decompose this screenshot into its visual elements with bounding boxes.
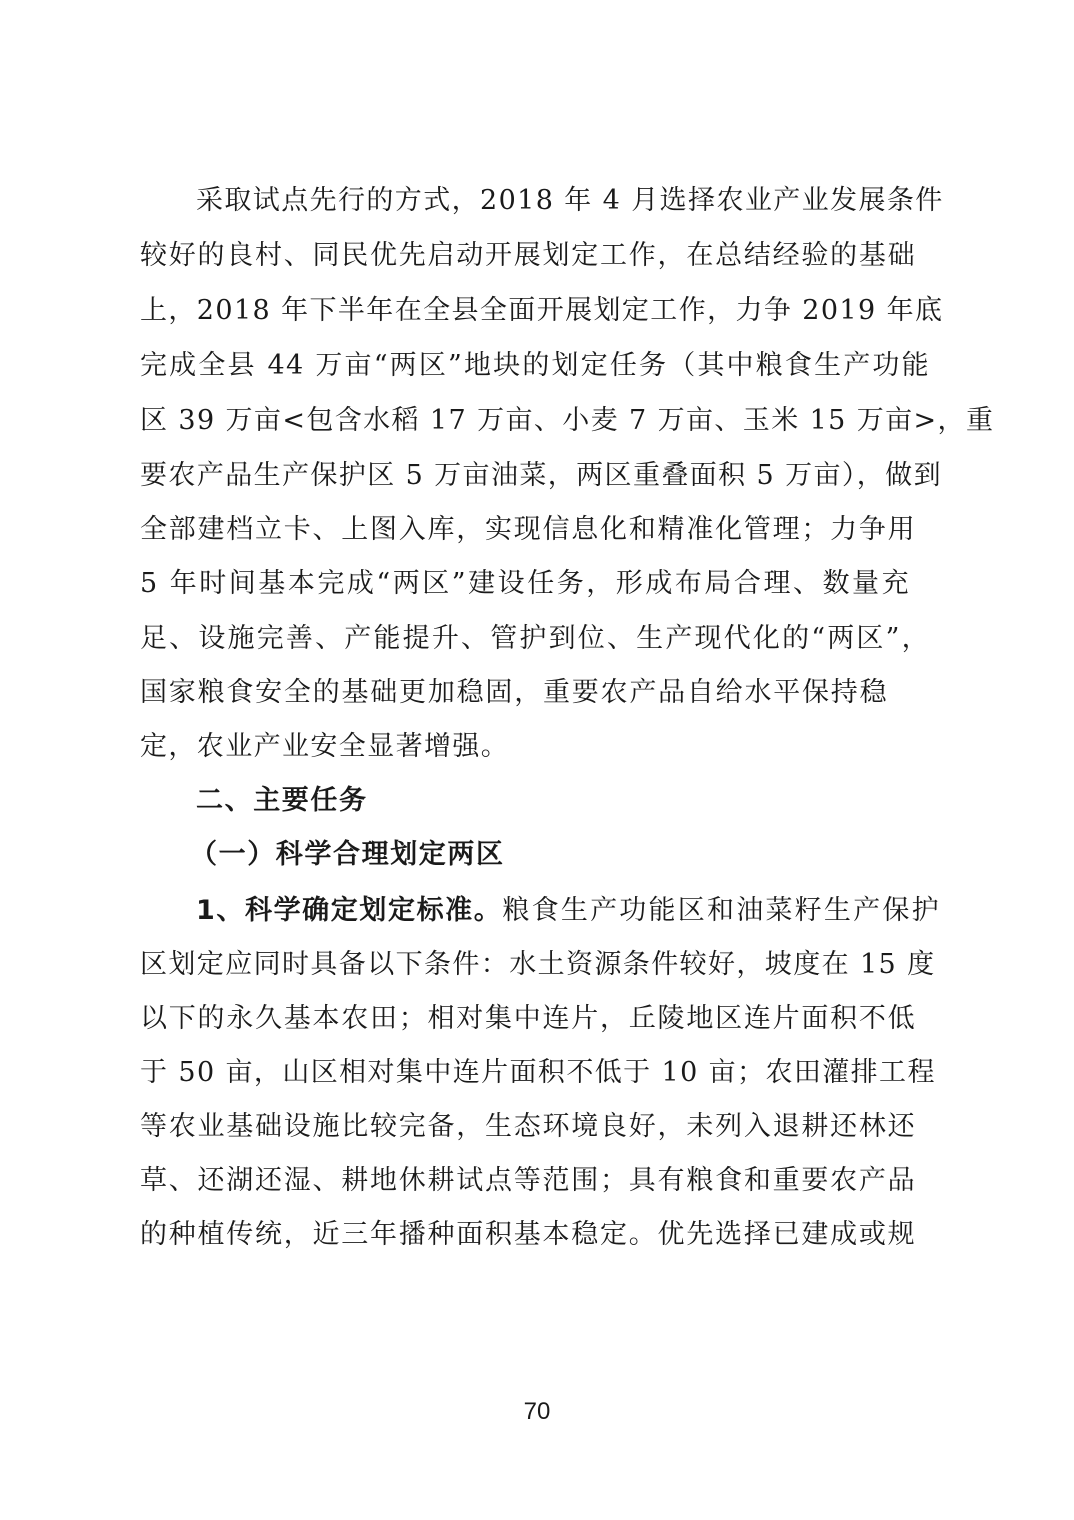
paragraph-line: 以下的永久基本农田；相对集中连片，丘陵地区连片面积不低 (140, 1003, 916, 1034)
item-title: 1、科学确定划定标准。 (196, 895, 503, 926)
item-first-line (196, 886, 940, 936)
paragraph-line: 完成全县 44 万亩“两区”地块的划定任务（其中粮食生产功能 (140, 350, 930, 381)
paragraph-line: 要农产品生产保护区 5 万亩油菜，两区重叠面积 5 万亩），做到 (140, 460, 942, 491)
paragraph-line: 全部建档立卡、上图入库，实现信息化和精准化管理；力争用 (140, 514, 916, 545)
paragraph-line: 粮食生产功能区和油菜籽生产保护 (502, 895, 940, 926)
page-number: 70 (523, 1398, 551, 1425)
paragraph-line: 的种植传统，近三年播种面积基本稳定。优先选择已建成或规 (140, 1219, 916, 1250)
paragraph-line: 采取试点先行的方式，2018 年 4 月选择农业产业发展条件 (196, 185, 944, 216)
paragraph-line: 较好的良村、同民优先启动开展划定工作，在总结经验的基础 (140, 240, 916, 271)
paragraph-line: 5 年时间基本完成“两区”建设任务，形成布局合理、数量充 (140, 568, 910, 599)
paragraph-line: 区划定应同时具备以下条件：水土资源条件较好，坡度在 15 度 (140, 949, 936, 980)
paragraph-line: 上，2018 年下半年在全县全面开展划定工作，力争 2019 年底 (140, 295, 944, 326)
paragraph-line: 草、还湖还湿、耕地休耕试点等范围；具有粮食和重要农产品 (140, 1165, 916, 1196)
paragraph-line: 国家粮食安全的基础更加稳固，重要农产品自给水平保持稳 (140, 677, 888, 708)
paragraph-line: 定，农业产业安全显著增强。 (140, 731, 510, 762)
paragraph-line: 等农业基础设施比较完备，生态环境良好，未列入退耕还林还 (140, 1111, 916, 1142)
paragraph-line: 足、设施完善、产能提升、管护到位、生产现代化的“两区”， (140, 623, 930, 654)
paragraph-line: 区 39 万亩<包含水稻 17 万亩、小麦 7 万亩、玉米 15 万亩>，重 (140, 405, 995, 436)
subsection-heading: （一）科学合理划定两区 (190, 839, 505, 870)
section-heading: 二、主要任务 (196, 785, 368, 816)
paragraph-line: 于 50 亩，山区相对集中连片面积不低于 10 亩；农田灌排工程 (140, 1057, 936, 1088)
